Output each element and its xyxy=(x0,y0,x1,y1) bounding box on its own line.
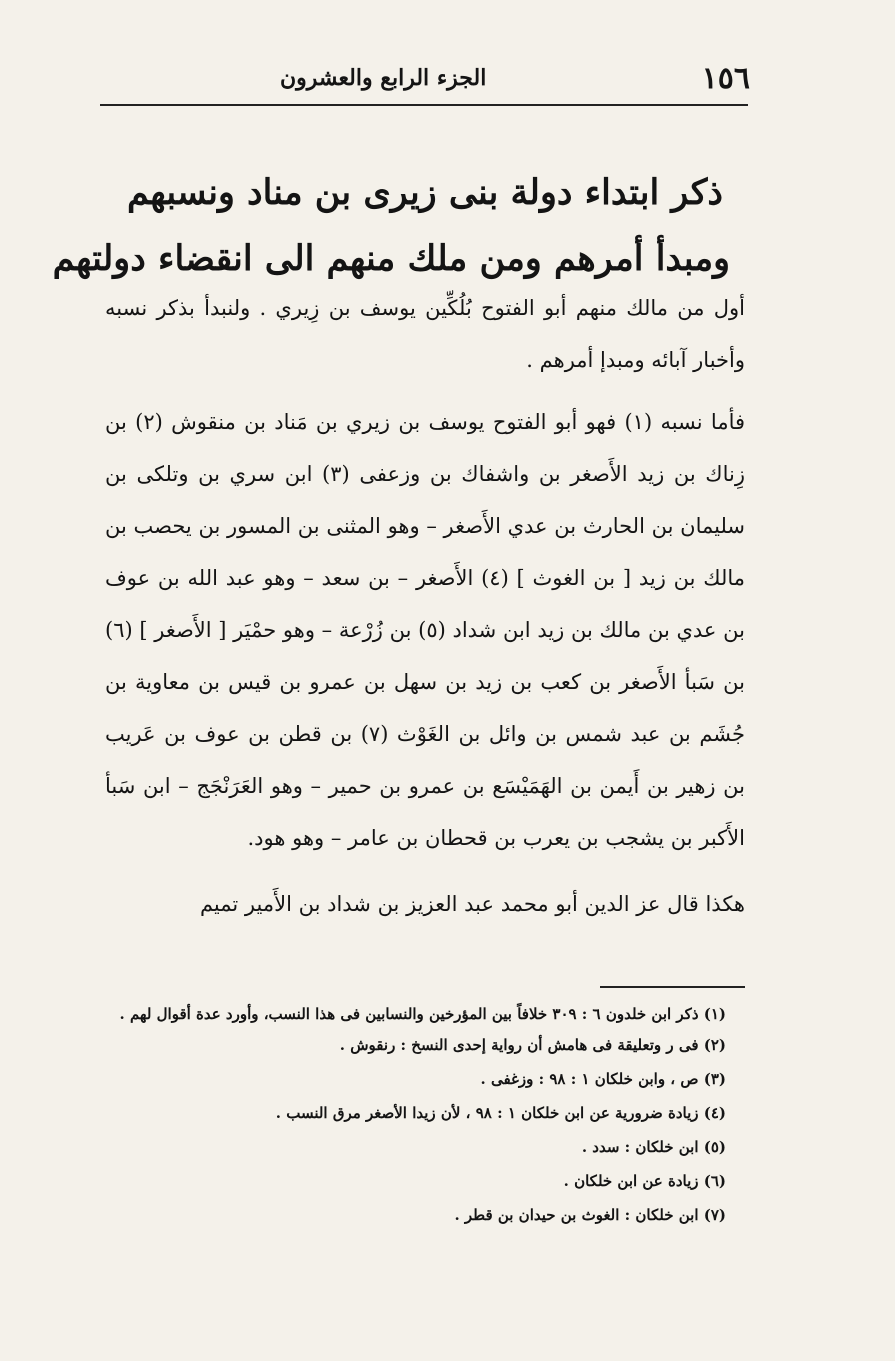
chapter-title xyxy=(52,160,730,292)
footnote-3: (٣) ص ، وابن خلكان ١ : ٩٨ : وزغفى . xyxy=(480,1070,726,1088)
chapter-title-line-2: ومبدأ أمرهم ومن ملك منهم الى انقضاء دولتهم xyxy=(52,238,730,279)
footnote-5: (٥) ابن خلكان : سدد . xyxy=(581,1138,726,1156)
footnote-2: (٢) فى ر وتعليقة فى هامش أن رواية إحدى النسخ : رنقوش . xyxy=(339,1036,726,1054)
footnote-7: (٧) ابن خلكان : الغوث بن حيدان بن قطر . xyxy=(454,1206,726,1224)
header-rule xyxy=(100,104,748,106)
part-title: الجزء الرابع والعشرون xyxy=(280,65,487,91)
page-number: ١٥٦ xyxy=(701,60,750,96)
body-text xyxy=(105,282,745,930)
footnote-rule xyxy=(600,986,745,988)
paragraph-3: هكذا قال عز الدين أبو محمد عبد العزيز بن شداد بن الأَمير تميم xyxy=(199,892,745,916)
running-header xyxy=(100,58,750,98)
footnotes xyxy=(100,1000,750,1232)
footnote-1: (١) ذكر ابن خلدون ٦ : ٣٠٩ خلافاً بين المؤرخين والنسابين فى هذا النسب، وأورد عدة أقوال لهم . xyxy=(119,1005,726,1023)
paragraph-2-genealogy: فأما نسبه (١) فهو أبو الفتوح يوسف بن زيري بن مَناد بن منقوش (٢) بن زِناك بن زيد الأَصغر بن واشفاك بن وزعفى (٣) ابن سري بن وتلكى بن سليمان بن الحارث بن عدي الأَصغر – وهو المثنى بن المسور بن يحصب بن مالك بن زيد [ بن الغوث ] (٤) الأَصغر – بن سعد – وهو عبد الله بن عوف بن عدي بن مالك بن زيد ابن شداد (٥) بن زُرْعة – وهو حمْيَر [ الأَصغر ] (٦) بن سَبأ الأَصغر بن كعب بن زيد بن سهل بن عمرو بن قيس بن معاوية بن جُشَم بن عبد شمس بن وائل بن الغَوْث (٧) بن قطن بن عوف بن عَريب بن زهير بن أَيمن بن الهَمَيْسَع بن عمرو بن حمير – وهو العَرَنْجَج – ابن سَبأ الأَكبر بن يشجب بن يعرب بن قحطان بن عامر – وهو هود. xyxy=(105,410,746,850)
footnote-4: (٤) زيادة ضرورية عن ابن خلكان ١ : ٩٨ ، لأن زيدا الأصغر مرق النسب . xyxy=(275,1104,726,1122)
paragraph-1: أول من مالك منهم أبو الفتوح بُلُكِّين يوسف بن زِيري . ولنبدأ بذكر نسبه وأخبار آبائه ومبدإ أمرهم . xyxy=(105,296,745,372)
footnote-6: (٦) زيادة عن ابن خلكان . xyxy=(563,1172,726,1190)
chapter-title-line-1: ذكر ابتداء دولة بنى زيرى بن مناد ونسبهم xyxy=(127,172,723,213)
